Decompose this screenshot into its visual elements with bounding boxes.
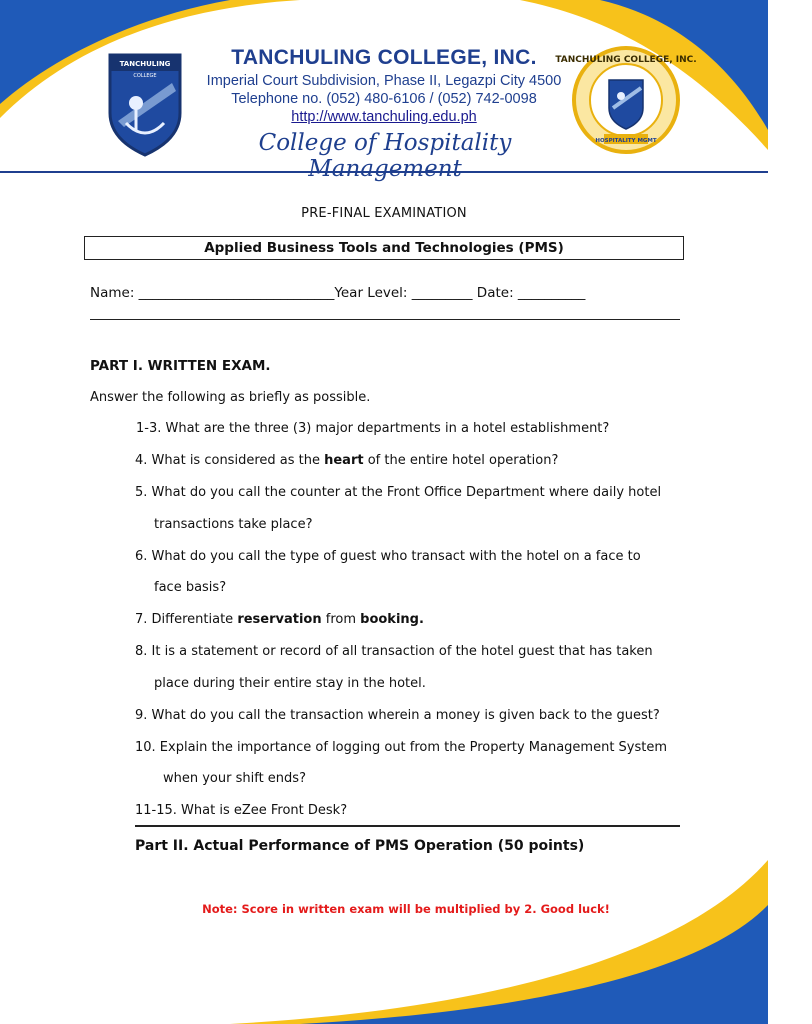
question-9: 9. What do you call the transaction wherein a money is given back to the guest? [135,708,660,723]
exam-type: PRE-FINAL EXAMINATION [301,206,467,221]
shield-title-text: TANCHULING [119,60,171,68]
college-website-link[interactable]: http://www.tanchuling.edu.ph [291,109,477,125]
department-name: College of Hospitality Management [258,130,512,182]
part1-instruction: Answer the following as briefly as possible. [90,390,371,405]
question-7: 7. Differentiate reservation from booking. [135,612,424,627]
divider-line [90,319,680,320]
college-name: TANCHULING COLLEGE, INC. [231,46,537,69]
part2-title: Part II. Actual Performance of PMS Operation (50 points) [135,838,585,854]
question-5: 5. What do you call the counter at the Front Office Department where daily hotel [135,485,662,500]
question-5-continued: transactions take place? [154,517,313,532]
question-8-continued: place during their entire stay in the hotel. [154,676,426,691]
question-10: 10. Explain the importance of logging out from the Property Management System [135,740,668,755]
question-1: 1-3. What are the three (3) major departments in a hotel establishment? [136,421,610,436]
question-6: 6. What do you call the type of guest who transact with the hotel on a face to [135,549,641,564]
svg-text:COLLEGE: COLLEGE [133,73,157,79]
question-6-continued: face basis? [154,580,227,595]
svg-text:HOSPITALITY MGMT: HOSPITALITY MGMT [595,138,657,144]
part1-title: PART I. WRITTEN EXAM. [90,358,271,374]
question-8: 8. It is a statement or record of all transaction of the hotel guest that has taken [135,644,653,659]
svg-text:TANCHULING COLLEGE, INC.: TANCHULING COLLEGE, INC. [555,55,697,65]
college-address: Imperial Court Subdivision, Phase II, Legazpi City 4500 [206,73,562,89]
question-4: 4. What is considered as the heart of the entire hotel operation? [135,453,559,468]
subject-title: Applied Business Tools and Technologies (PMS) [204,240,564,256]
student-info-line: Name: _____________________________Year Level: _________ Date: __________ [90,285,586,301]
question-11: 11-15. What is eZee Front Desk? [135,803,348,818]
score-note: Note: Score in written exam will be multiplied by 2. Good luck! [202,902,610,916]
question-10-continued: when your shift ends? [163,771,306,786]
college-telephone: Telephone no. (052) 480-6106 / (052) 742-0098 [231,91,537,107]
part2-divider [135,825,680,827]
